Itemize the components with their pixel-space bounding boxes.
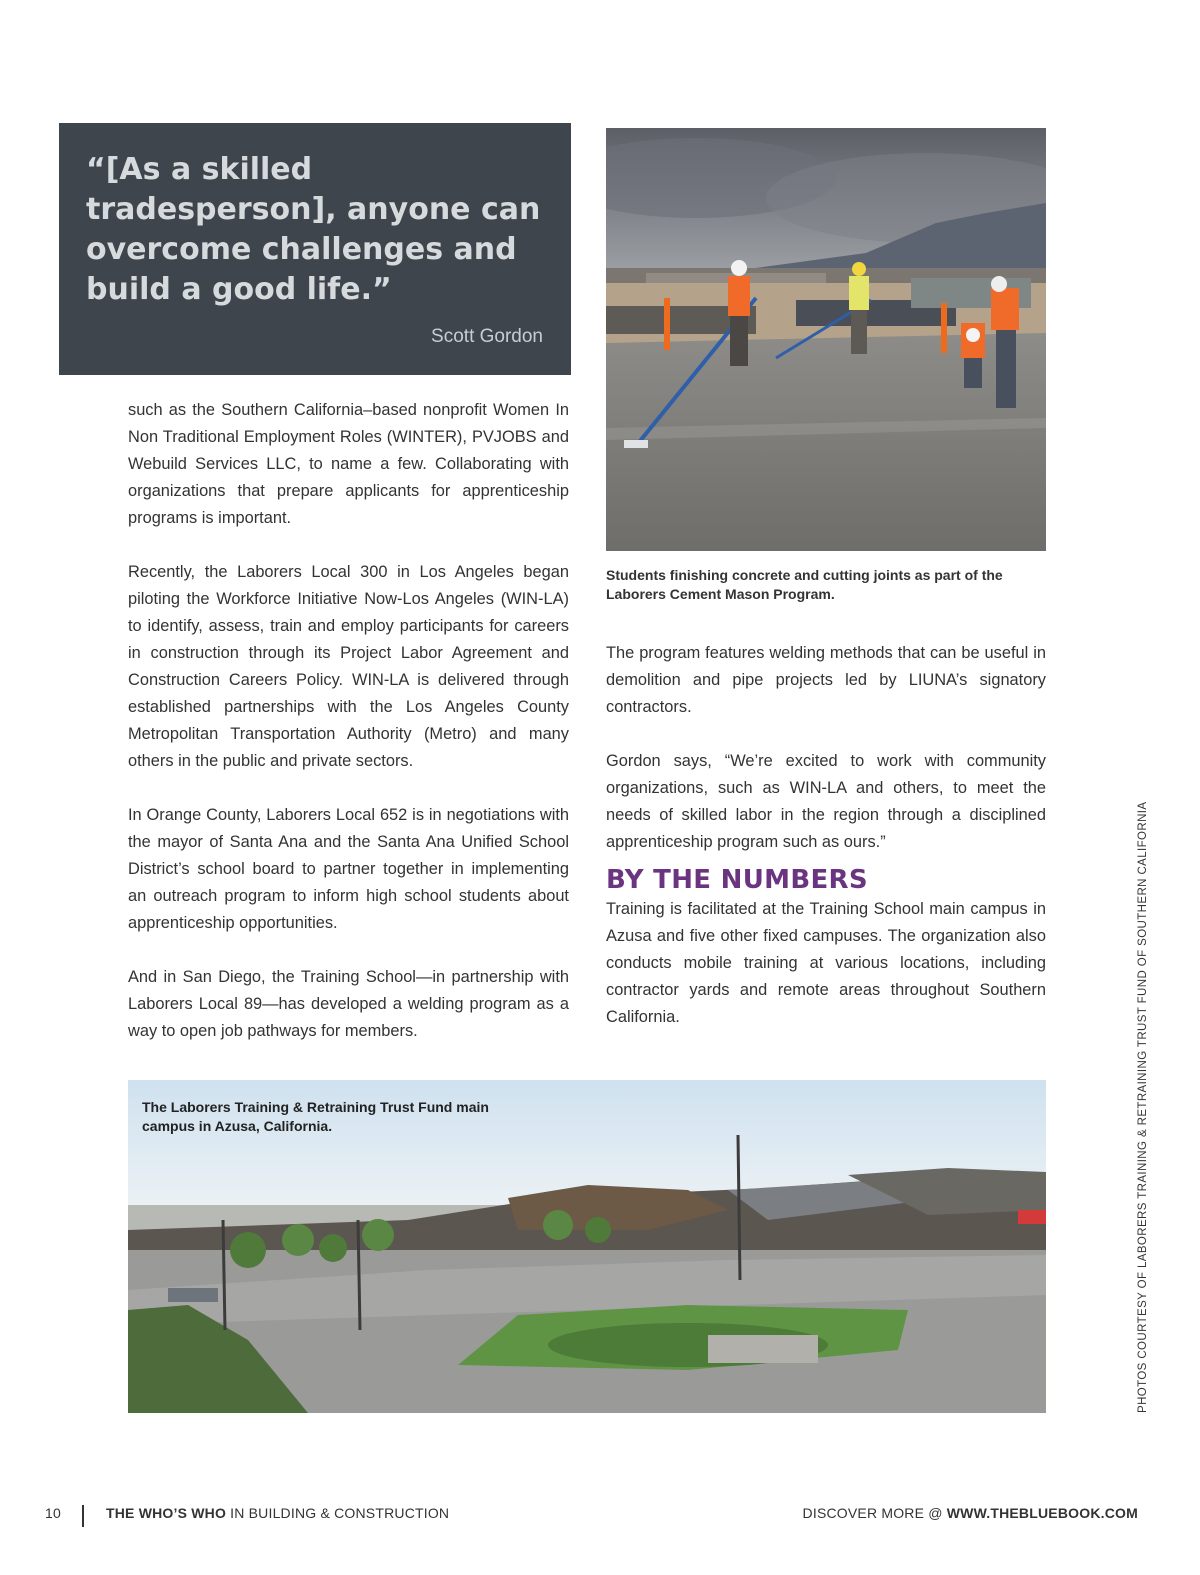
pull-quote-text: “[As a skilled tradesperson], anyone can overcome challenges and build a good life.”	[86, 152, 541, 307]
page-number: 10	[45, 1505, 61, 1521]
discover-label: DISCOVER MORE @	[802, 1505, 947, 1521]
right-paragraph: The program features welding methods that can be useful in demolition and pipe projects led by LIUNA’s signatory contractors.	[606, 644, 1046, 716]
quote-author: Scott Gordon	[431, 326, 543, 347]
left-paragraph: And in San Diego, the Training School—in partnership with Laborers Local 89—has developed a welding program as a way to open job pathways for members.	[128, 968, 569, 1040]
concrete-photo-caption: Students finishing concrete and cutting joints as part of the Laborers Cement Mason Program.	[606, 567, 1003, 602]
by-the-numbers-text: Training is facilitated at the Training School main campus in Azusa and five other fixed campuses. The organization also conducts mobile training at various locations, including contractor yards and remote areas throughout Southern California.	[606, 900, 1046, 1026]
right-paragraph: Gordon says, “We’re excited to work with community organizations, such as WIN-LA and others, to meet the needs of skilled labor in the region through a disciplined apprenticeship program such as ours.”	[606, 752, 1046, 851]
left-column	[128, 397, 569, 1072]
left-paragraph: such as the Southern California–based nonprofit Women In Non Traditional Employment Roles (WINTER), PVJOBS and Webuild Services LLC, to name a few. Collaborating with organizations that prepare applicants for apprenticeship programs is important.	[128, 401, 569, 527]
website-link[interactable]: WWW.THEBLUEBOOK.COM	[946, 1505, 1138, 1521]
concrete-finishing-photo	[606, 128, 1046, 551]
campus-photo-caption: The Laborers Training & Retraining Trust Fund main campus in Azusa, California.	[142, 1099, 489, 1134]
by-the-numbers-heading: BY THE NUMBERS	[606, 865, 868, 895]
left-paragraph: Recently, the Laborers Local 300 in Los Angeles began piloting the Workforce Initiative Now-Los Angeles (WIN-LA) to identify, assess, train and employ participants for careers in construction through its Project Labor Agreement and Construction Careers Policy. WIN-LA is delivered through established partnerships with the Los Angeles County Metropolitan Transportation Authority (Metro) and many others in the public and private sectors.	[128, 563, 569, 770]
concrete-photo-illustration	[606, 128, 1046, 551]
left-paragraph: In Orange County, Laborers Local 652 is in negotiations with the mayor of Santa Ana and the Santa Ana Unified School District’s school board to partner together in implementing an outreach program to inform high school students about apprenticeship opportunities.	[128, 806, 569, 932]
publication-title-rest: IN BUILDING & CONSTRUCTION	[226, 1505, 450, 1521]
footer-divider	[82, 1505, 84, 1527]
publication-title-bold: THE WHO’S WHO	[106, 1505, 227, 1521]
website-line	[803, 1505, 1138, 1521]
publication-title	[106, 1505, 449, 1521]
photo-credit: PHOTOS COURTESY OF LABORERS TRAINING & RETRAINING TRUST FUND OF SOUTHERN CALIFORNIA	[1137, 801, 1149, 1413]
right-column	[606, 640, 1046, 1058]
